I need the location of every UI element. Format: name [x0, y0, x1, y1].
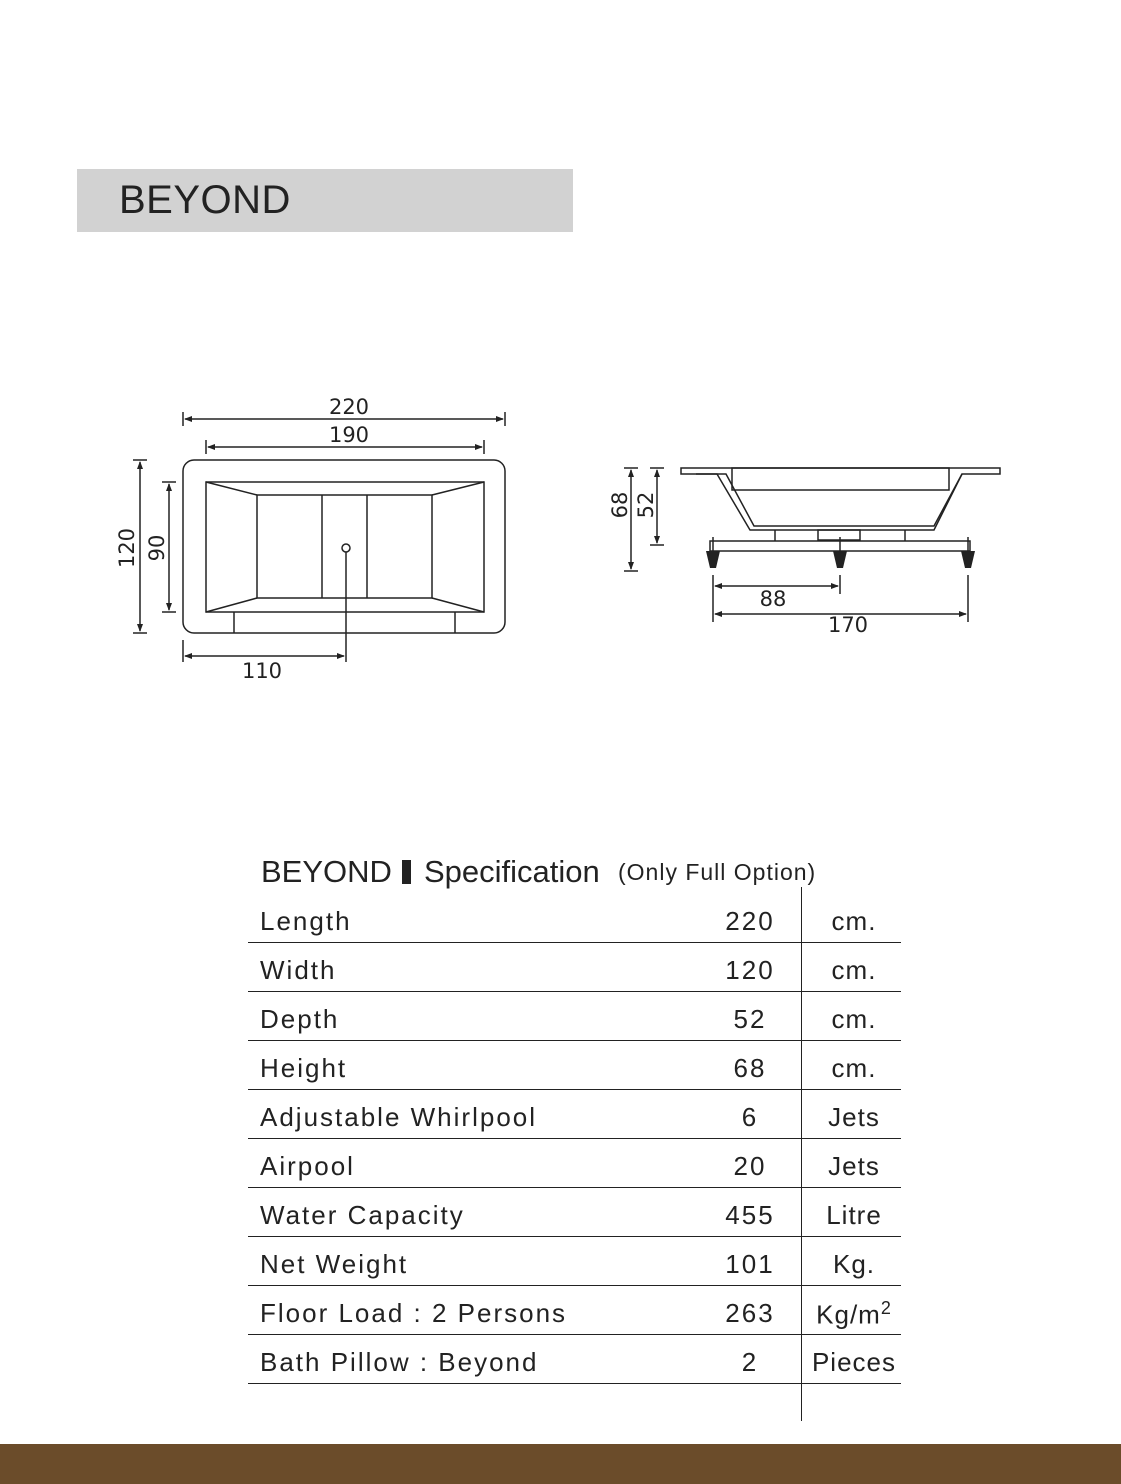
spec-note: (Only Full Option)	[618, 859, 817, 885]
spec-unit: Litre	[826, 1200, 882, 1230]
spec-key: Airpool	[260, 1151, 355, 1181]
spec-row-length	[248, 894, 901, 943]
dim-leg-span: 170	[827, 613, 869, 637]
spec-unit: Kg.	[832, 1249, 876, 1279]
dim-depth: 52	[634, 491, 658, 519]
dim-inner-length: 190	[328, 423, 370, 447]
spec-unit: cm.	[831, 1004, 877, 1034]
top-view	[133, 412, 505, 662]
spec-product-name: BEYOND	[261, 854, 392, 889]
spec-unit: cm.	[831, 906, 877, 936]
spec-key: Bath Pillow : Beyond	[260, 1347, 539, 1377]
specification-table	[248, 850, 908, 1384]
side-view	[624, 468, 1000, 622]
spec-rows	[248, 894, 908, 1384]
spec-value: 263	[725, 1298, 775, 1328]
separator-bar	[402, 860, 411, 884]
spec-unit: Jets	[828, 1102, 880, 1132]
spec-value: 120	[725, 955, 775, 985]
spec-row-net-weight	[248, 1237, 901, 1286]
dim-leg-offset: 88	[759, 587, 787, 611]
spec-key: Height	[260, 1053, 348, 1083]
spec-value: 68	[733, 1053, 767, 1083]
spec-unit	[802, 1298, 906, 1331]
spec-value: 20	[733, 1151, 767, 1181]
spec-key: Net Weight	[260, 1249, 409, 1279]
spec-header	[248, 850, 908, 894]
spec-label: Specification	[424, 854, 600, 889]
spec-value: 52	[733, 1004, 767, 1034]
spec-unit: Jets	[828, 1151, 880, 1181]
dim-inner-width: 90	[145, 534, 169, 562]
dim-height: 68	[608, 491, 632, 519]
spec-key: Water Capacity	[260, 1200, 465, 1230]
drain-icon	[342, 544, 350, 552]
spec-row-floor-load	[248, 1286, 901, 1335]
spec-row-whirlpool	[248, 1090, 901, 1139]
spec-value: 2	[741, 1347, 759, 1377]
spec-row-bath-pillow	[248, 1335, 901, 1384]
spec-key: Width	[260, 955, 337, 985]
spec-key: Length	[260, 906, 352, 936]
spec-value: 455	[725, 1200, 775, 1230]
spec-unit: Pieces	[811, 1347, 897, 1377]
spec-unit-sup: 2	[880, 1298, 892, 1318]
dim-outer-width: 120	[115, 527, 139, 569]
spec-value: 6	[741, 1102, 759, 1132]
spec-row-airpool	[248, 1139, 901, 1188]
spec-key: Floor Load : 2 Persons	[260, 1298, 568, 1328]
spec-unit: cm.	[831, 1053, 877, 1083]
spec-unit: cm.	[831, 955, 877, 985]
dim-outer-length: 220	[328, 395, 370, 419]
footer-bar	[0, 1444, 1121, 1484]
spec-row-depth	[248, 992, 901, 1041]
spec-row-height	[248, 1041, 901, 1090]
spec-value: 101	[725, 1249, 775, 1279]
spec-value: 220	[725, 906, 775, 936]
product-title: BEYOND	[119, 178, 291, 222]
spec-key: Depth	[260, 1004, 340, 1034]
spec-row-width	[248, 943, 901, 992]
spec-unit-base: Kg/m	[816, 1299, 881, 1330]
dim-drain-offset: 110	[241, 659, 283, 683]
spec-key: Adjustable Whirlpool	[260, 1102, 538, 1132]
spec-row-water-capacity	[248, 1188, 901, 1237]
